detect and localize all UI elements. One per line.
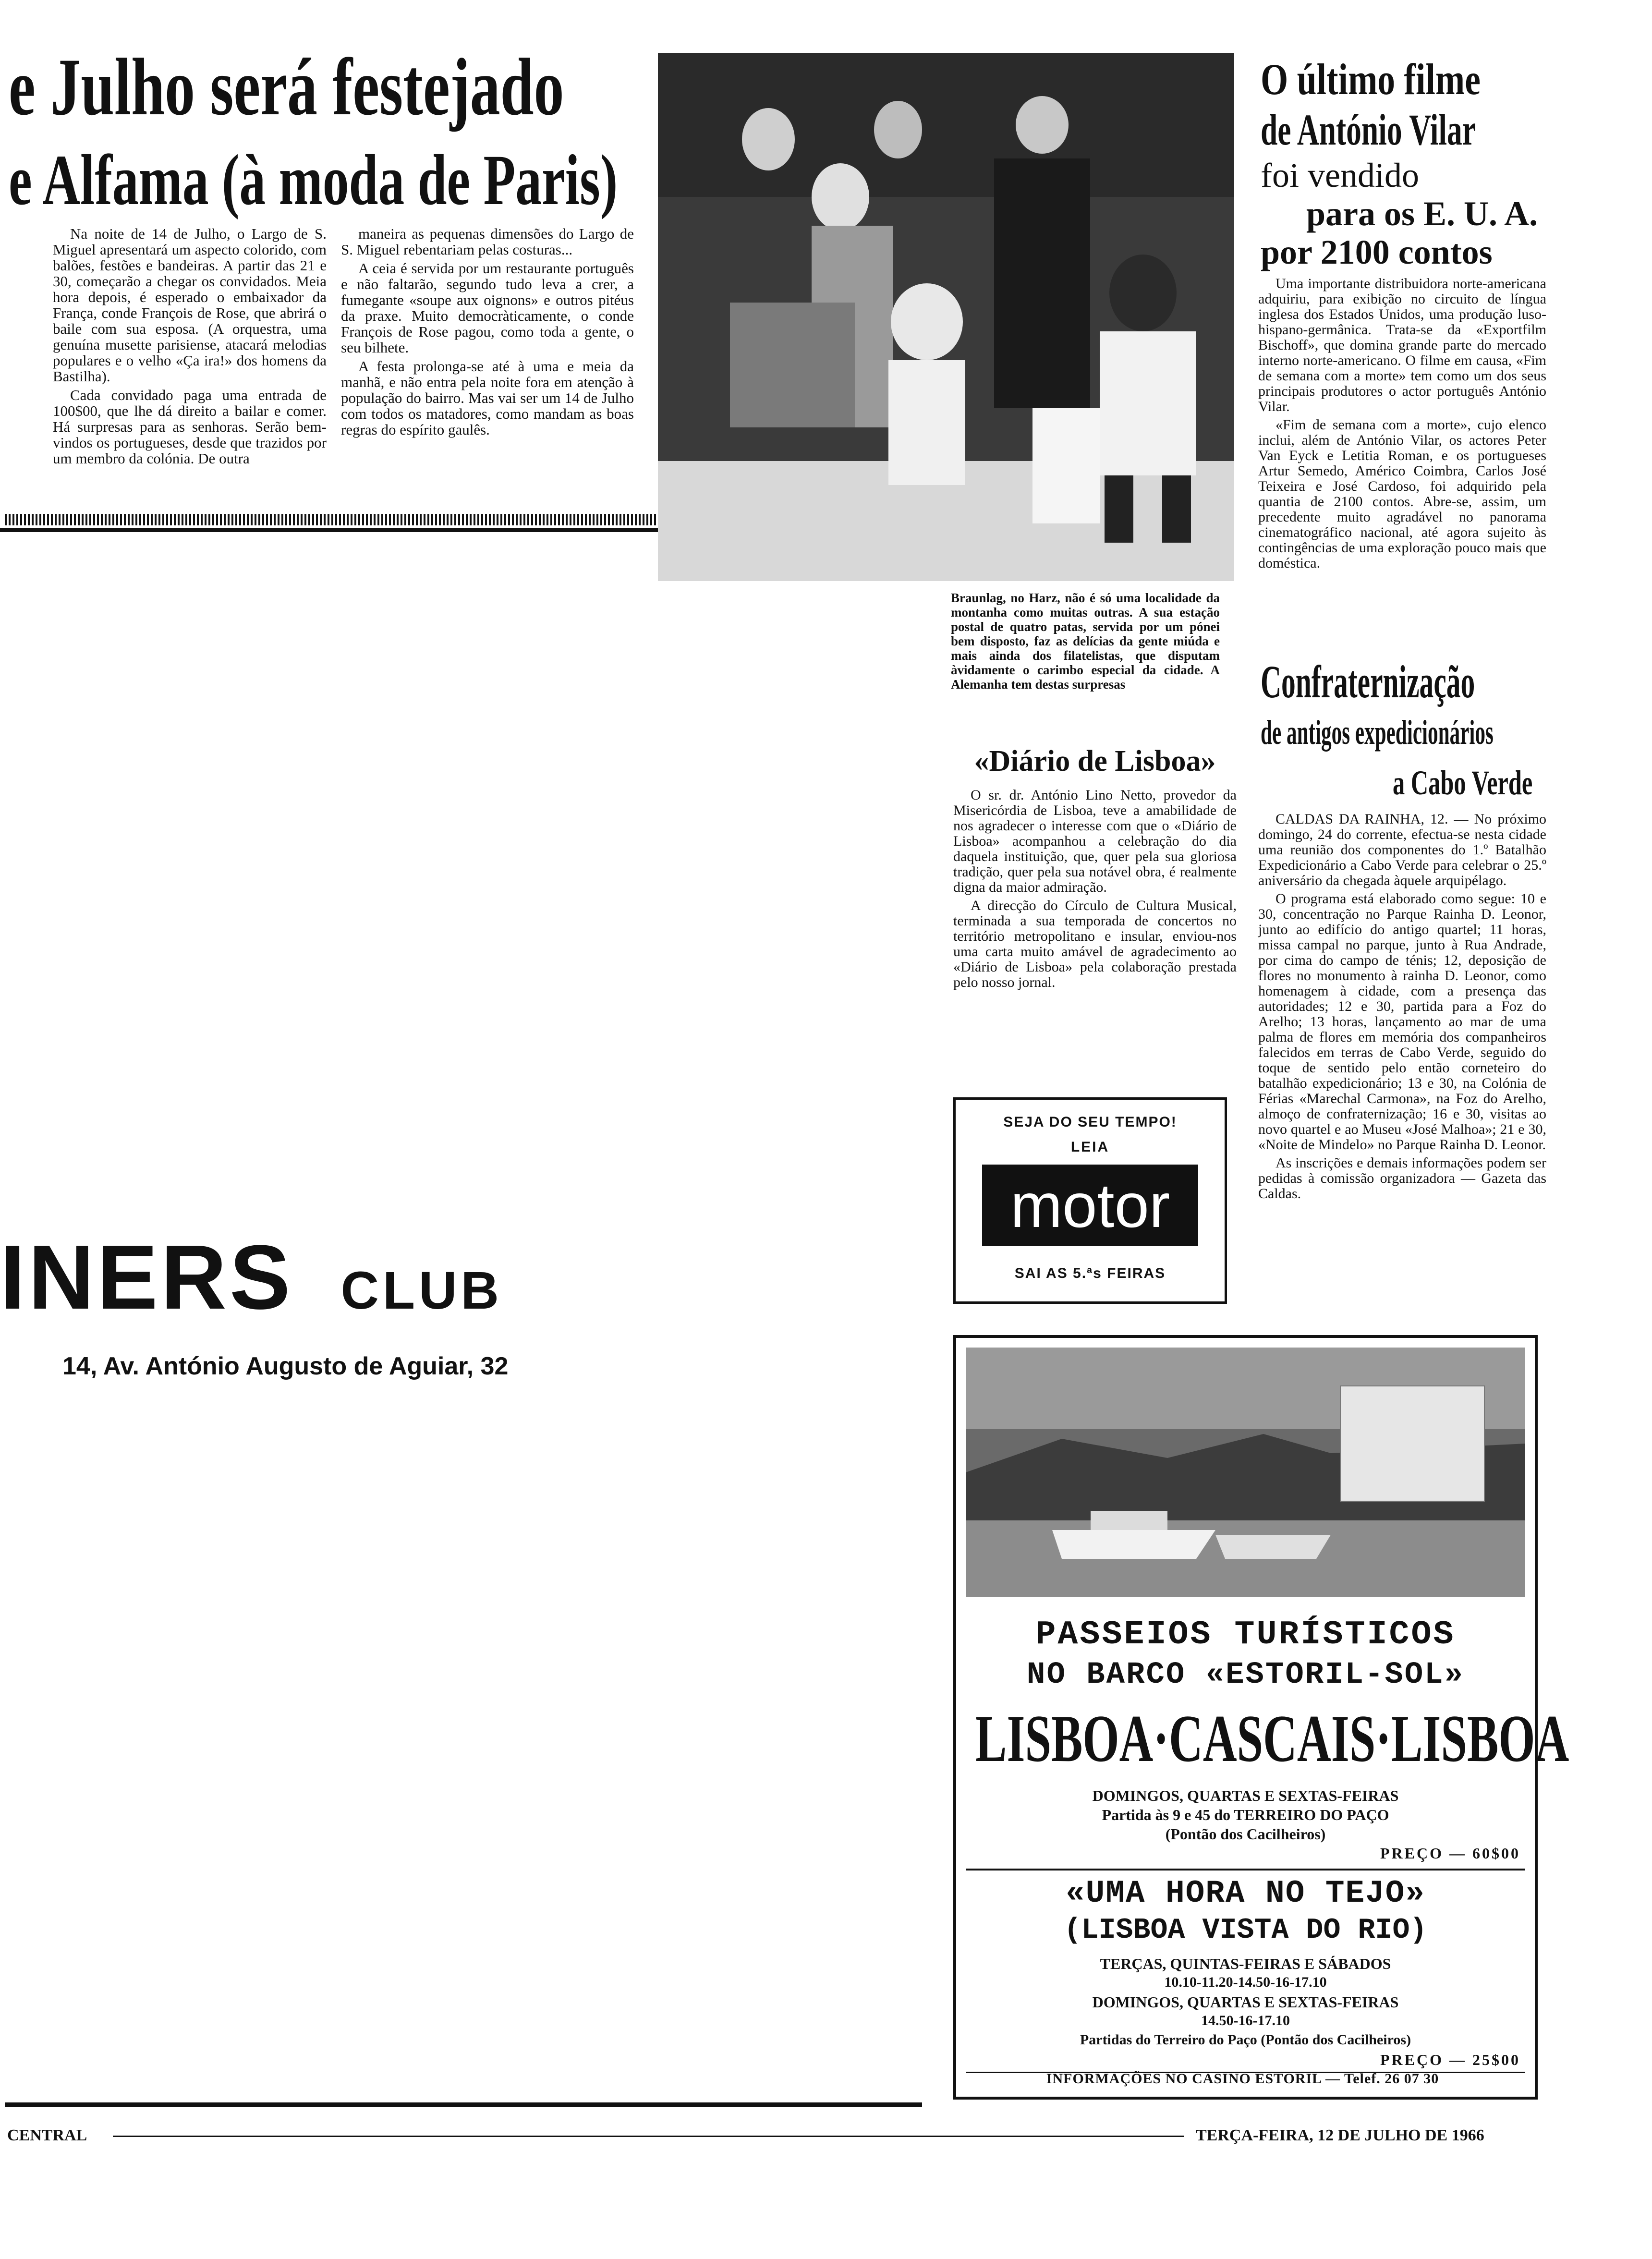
diners-address: 14, Av. António Augusto de Aguiar, 32 xyxy=(62,1352,509,1380)
diners-name-1: INERS xyxy=(0,1227,293,1328)
confra-title-1: Confraternização xyxy=(1261,656,1475,707)
julho-col2-p2: A ceia é servida por um restaurante português e não faltarão, segundo tudo leva a crer, a fumegante «soupe aux oignons» e outros pitéus da praxe. Muito democràticamente, o conde François de Rose pagou, como toda a gente, o seu bilhete. xyxy=(341,260,634,356)
estoril-title2: «UMA HORA NO TEJO» xyxy=(1066,1875,1425,1911)
julho-col2-p1: maneira as pequenas dimensões do Largo de S. Miguel rebentariam pelas costuras... xyxy=(341,225,634,258)
estoril-price1: PREÇO — 60$00 xyxy=(1380,1845,1520,1862)
motor-ad-line3: SAI AS 5.ªs FEIRAS xyxy=(1014,1265,1166,1281)
vilar-body xyxy=(1258,276,1546,574)
julho-column-2 xyxy=(341,226,634,440)
diario-body xyxy=(953,788,1237,993)
footer-section-name: CENTRAL xyxy=(7,2126,87,2144)
estoril-subtitle2: (LISBOA VISTA DO RIO) xyxy=(1064,1914,1427,1947)
estoril-ad xyxy=(953,1335,1569,2100)
confra-body xyxy=(1258,812,1546,1204)
estoril-route: LISBOA·CASCAIS·LISBOA xyxy=(975,1701,1569,1776)
estoril-days2: TERÇAS, QUINTAS-FEIRAS E SÁBADOS xyxy=(1100,1955,1391,1972)
vilar-title-5: por 2100 contos xyxy=(1261,233,1493,271)
julho-col2-p3: A festa prolonga-se até à uma e meia da manhã, e não entra pela noite fora em atenção à população do bairro. Mas vai ser um 14 de Julho com todos os matadores, como mandam as boas regras do espírito gaulês. xyxy=(341,358,634,438)
vilar-title-2: de António Vilar xyxy=(1261,105,1476,154)
footer-rule xyxy=(113,2136,1184,2137)
vilar-p2: «Fim de semana com a morte», cujo elenco inclui, além de António Vilar, os actores Peter Van Eyck e Letitia Roman, e os portugueses Artur Semedo, Américo Coimbra, Carlos José Teixeira e José Cardoso, foi adquirido pela quantia de 2100 contos. Abre-se, assim, um precedente muito agradável no panorama cinematográfico nacional, até agora sujeito às contingências de uma exploração pouco mais que doméstica. xyxy=(1258,417,1546,571)
footer-rule-top xyxy=(5,2102,922,2107)
diario-p1: O sr. dr. António Lino Netto, provedor da Misericórdia de Lisboa, teve a amabilidade de nos agradecer o interesse com que o «Diário de Lisboa» acompanhou a celebração do dia daquela instituição, que, quer pela sua gloriosa tradição, quer pela sua notável obra, é realmente digna da maior admiração. xyxy=(953,787,1237,895)
estoril-photo xyxy=(966,1348,1525,1597)
photo-scene-illustration xyxy=(658,53,1234,581)
confra-title-2: de antigos expedicionários xyxy=(1261,713,1494,752)
estoril-price2: PREÇO — 25$00 xyxy=(1380,2051,1520,2068)
vilar-title-3: foi vendido xyxy=(1261,156,1419,194)
braunlag-photo xyxy=(658,53,1234,581)
estoril-line1: PASSEIOS TURÍSTICOS xyxy=(1035,1616,1456,1654)
motor-ad-line2: LEIA xyxy=(1070,1139,1110,1155)
motor-logo-box xyxy=(982,1165,1198,1246)
photo-caption: Braunlag, no Harz, não é só uma localidade da montanha como muitas outras. A sua estação postal de quatro patas, servida por um pónei bem disposto, faz as delícias da gente miúda e mais ainda dos filatelistas, que disputam àvidamente o carimbo especial da cidade. A Alemanha tem destas surpresas xyxy=(951,591,1220,692)
estoril-departure: Partida às 9 e 45 do TERREIRO DO PAÇO xyxy=(1102,1806,1389,1823)
diners-name xyxy=(0,1229,503,1339)
confra-title-3: a Cabo Verde xyxy=(1393,764,1533,802)
vilar-title-1: O último filme xyxy=(1261,55,1481,104)
diners-name-2: CLUB xyxy=(340,1261,503,1320)
estoril-pier: (Pontão dos Cacilheiros) xyxy=(1165,1825,1326,1843)
julho-col1-p1: Na noite de 14 de Julho, o Largo de S. Miguel apresentará um aspecto colorido, com balões, festões e bandeiras. A partir das 21 e 30, começarão a chegar os convidados. Meia hora depois, é esperado o embaixador da França, conde François de Rose, que abrirá o baile com sua esposa. (A orquestra, uma genuína musette parisiense, atacará melodias populares e o velho «Ça ira!» dos homens da Bastilha). xyxy=(53,225,327,385)
motor-ad xyxy=(953,1097,1227,1304)
julho-col1-p2: Cada convidado paga uma entrada de 100$00, que lhe dá direito a bailar e comer. Há surpresas para as senhoras. Serão bem-vindos os portugueses, desde que trazidos por um membro da colónia. De outra xyxy=(53,387,327,467)
footer-date: TERÇA-FEIRA, 12 DE JULHO DE 1966 xyxy=(1196,2126,1484,2144)
estoril-line2: NO BARCO «ESTORIL-SOL» xyxy=(1027,1658,1464,1692)
estoril-divider xyxy=(966,1869,1525,1870)
julho-column-1 xyxy=(53,226,327,469)
estoril-days: DOMINGOS, QUARTAS E SEXTAS-FEIRAS xyxy=(1092,1787,1399,1804)
estoril-info: INFORMAÇÕES NO CASINO ESTORIL — Telef. 26 07 30 xyxy=(1046,2071,1439,2087)
motor-ad-line1: SEJA DO SEU TEMPO! xyxy=(1003,1114,1177,1130)
diario-title: «Diário de Lisboa» xyxy=(974,745,1216,777)
estoril-days3: DOMINGOS, QUARTAS E SEXTAS-FEIRAS xyxy=(1092,1993,1399,2011)
julho-headline-1: e Julho será festejado xyxy=(9,42,564,132)
estoril-photo-illustration xyxy=(966,1348,1525,1597)
estoril-times2a: 10.10-11.20-14.50-16-17.10 xyxy=(1164,1974,1327,1990)
motor-logo: motor xyxy=(1010,1170,1170,1240)
vilar-title-4: para os E. U. A. xyxy=(1306,194,1538,233)
vilar-p1: Uma importante distribuidora norte-americana adquiriu, para exibição no circuito de língua inglesa dos Estados Unidos, uma produção luso-hispano-germânica. Trata-se da «Exportfilm Bischoff», que domina grande parte do mercado interno norte-americano. O filme em causa, «Fim de semana com a morte» tem como um dos seus principais produtores o actor português António Vilar. xyxy=(1258,276,1546,414)
estoril-departure2: Partidas do Terreiro do Paço (Pontão dos Cacilheiros) xyxy=(1080,2032,1411,2048)
confra-p1: CALDAS DA RAINHA, 12. — No próximo domingo, 24 do corrente, efectua-se nesta cidade uma reunião dos componentes do 1.º Batalhão Expedicionário a Cabo Verde para celebrar o 25.º aniversário da chegada àquele arquipélago. xyxy=(1258,811,1546,888)
diario-p2: A direcção do Círculo de Cultura Musical, terminada a sua temporada de concertos no território metropolitano e insular, enviou-nos uma carta muito amável de agradecimento ao «Diário de Lisboa» pela colaboração prestada pelo nosso jornal. xyxy=(953,898,1237,990)
estoril-times2b: 14.50-16-17.10 xyxy=(1201,2013,1290,2028)
julho-headline-2: e Alfama (à moda de Paris) xyxy=(9,140,618,220)
confra-p2: O programa está elaborado como segue: 10 e 30, concentração no Parque Rainha D. Leonor, junto ao edifício do antigo quartel; 11 horas, missa campal no parque, junto à Rua Andrade, por cima do campo de ténis; 12, deposição de flores no monumento à rainha D. Leonor, como homenagem à cidade, com a presença das autoridades; 12 e 30, partida para a Foz do Arelho; 13 horas, lançamento ao mar de uma palma de flores em memória dos companheiros falecidos em terras de Cabo Verde, seguido do toque de sentido pelo então corneteiro do batalhão expedicionário; 13 e 30, na Colónia de Férias «Marechal Carmona», na Foz do Arelho, almoço de confraternização; 16 e 30, visitas ao novo quartel e ao Museu «José Malhoa»; 21 e 30, «Noite de Mindelo» no Parque Rainha D. Leonor. xyxy=(1258,891,1546,1153)
confra-p3: As inscrições e demais informações podem ser pedidas à comissão organizadora — Gazeta das Caldas. xyxy=(1258,1155,1546,1202)
